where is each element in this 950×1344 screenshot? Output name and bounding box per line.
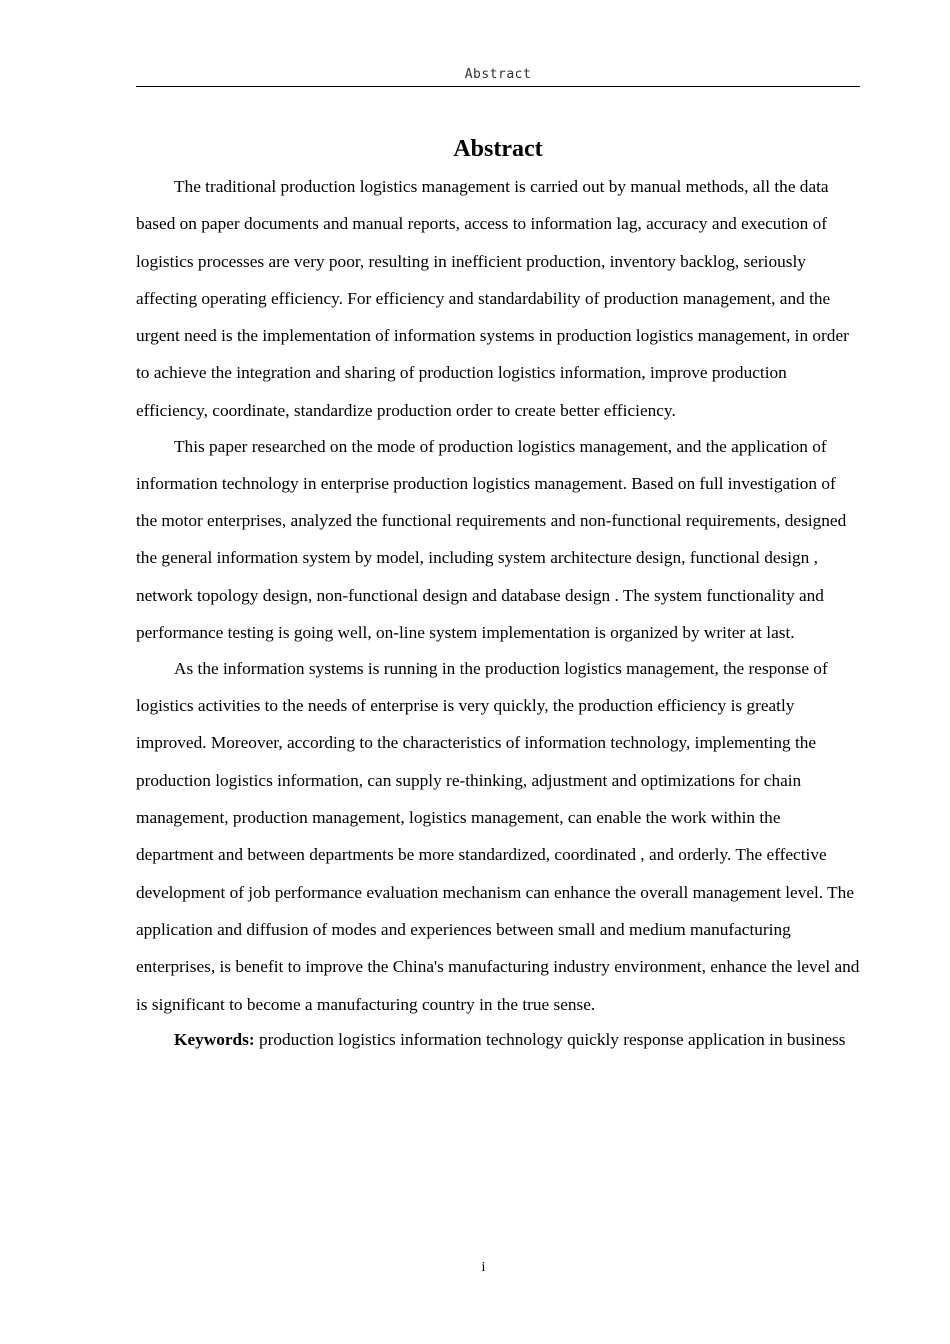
abstract-paragraph-3: As the information systems is running in the production logistics management, the response of logistics activities to the needs of enterprise is very quickly, the production efficiency is greatly improved. Moreover, according to the characteristics of information technology, implementing the production logistics information, can supply re-thinking, adjustment and optimizations for chain management, production management, logistics management, can enable the work within the department and between departments be more standardized, coordinated , and orderly. The effective development of job performance evaluation mechanism can enhance the overall management level. The application and diffusion of modes and experiences between small and medium manufacturing enterprises, is benefit to improve the China's manufacturing industry environment, enhance the level and is significant to become a manufacturing country in the true sense. [136,658,860,1014]
running-header: Abstract [464,67,532,82]
keywords-line [136,1021,860,1058]
keywords-text: production logistics information technology quickly response application in business [254,1030,846,1050]
abstract-paragraph-1: The traditional production logistics management is carried out by manual methods, all the data based on paper documents and manual reports, access to information lag, accuracy and execution of logistics processes are very poor, resulting in inefficient production, inventory backlog, seriously affecting operating efficiency. For efficiency and standardability of production management, and the urgent need is the implementation of information systems in production logistics management, in order to achieve the integration and sharing of production logistics information, improve production efficiency, coordinate, standardize production order to create better efficiency. [136,177,849,420]
abstract-body [136,168,860,1057]
page-title: Abstract [453,136,543,162]
header-rule [136,86,860,87]
keywords-label: Keywords: [174,1030,255,1050]
page-number: i [481,1260,486,1275]
abstract-paragraph-2: This paper researched on the mode of production logistics management, and the application of information technology in enterprise production logistics management. Based on full investigation of the motor enterprises, analyzed the functional requirements and non-functional requirements, designed the general information system by model, including system architecture design, functional design , network topology design, non-functional design and database design . The system functionality and performance testing is going well, on-line system implementation is organized by writer at last. [136,436,847,643]
